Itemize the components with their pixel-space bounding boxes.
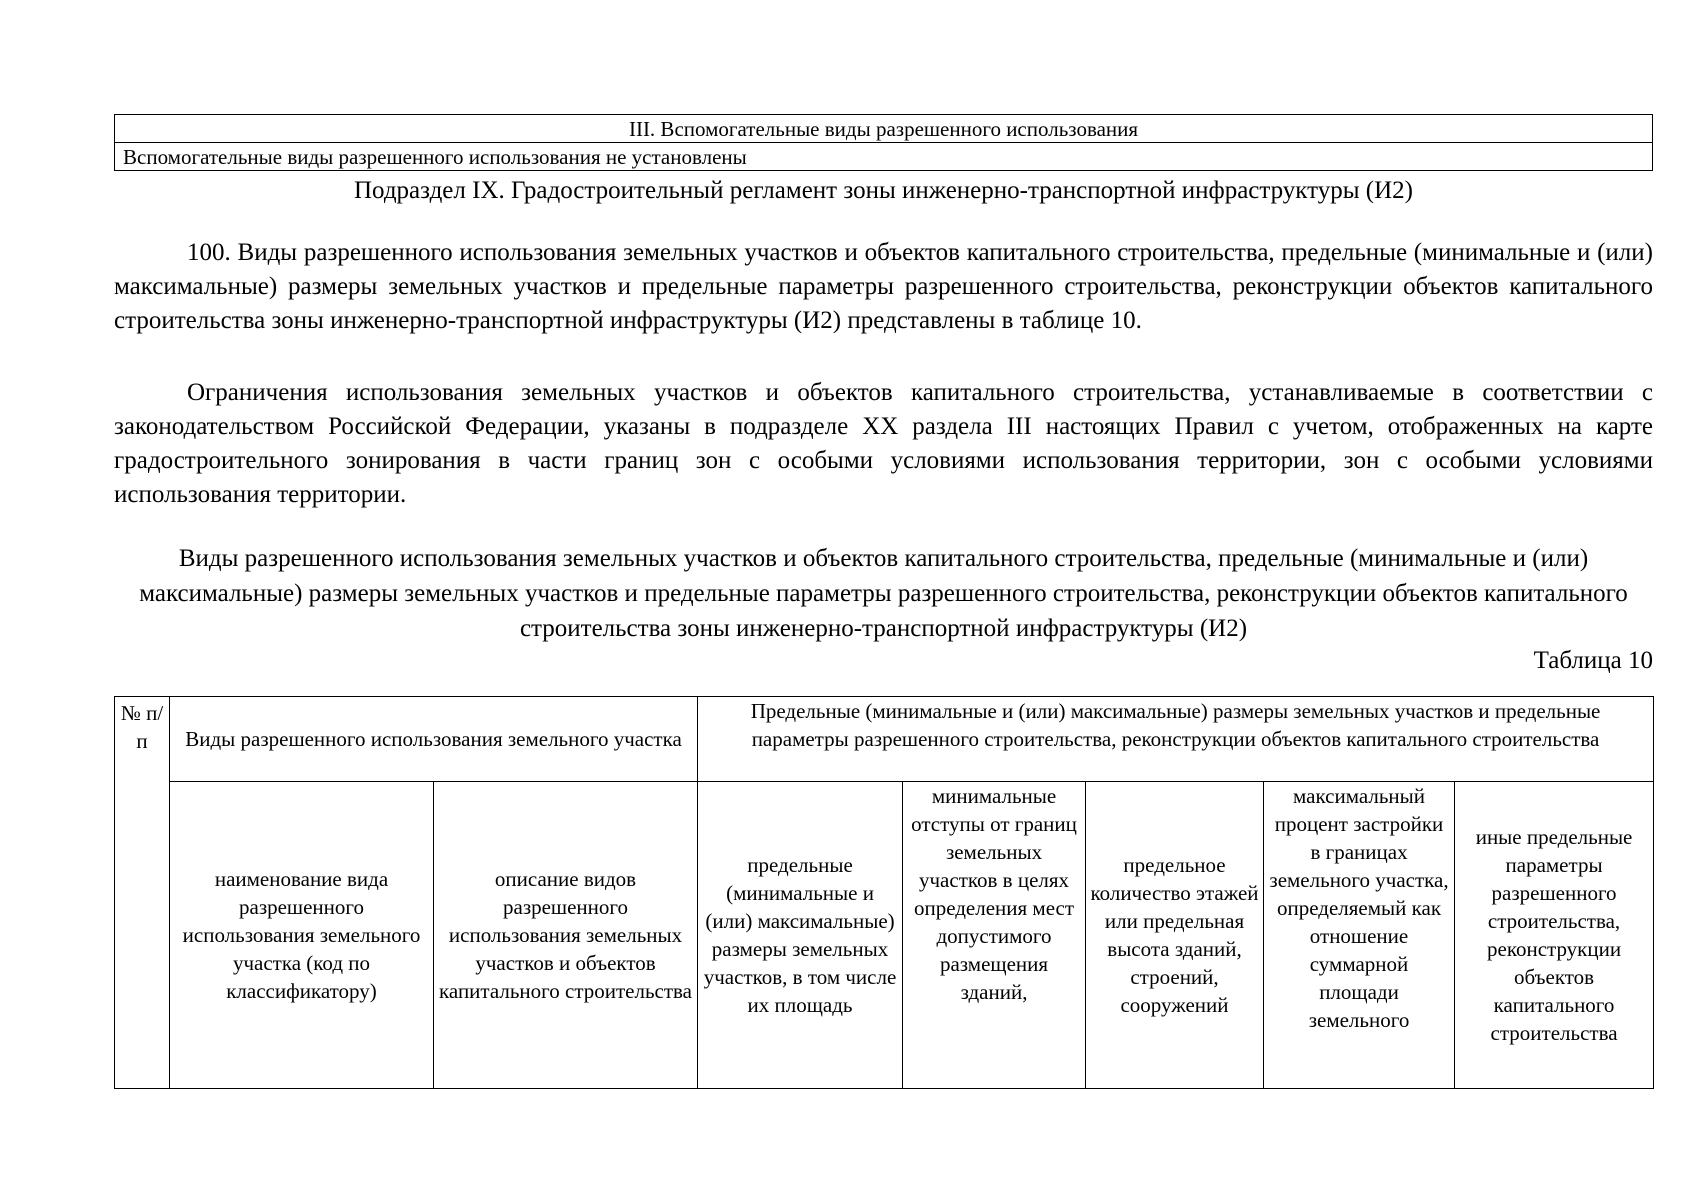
col-group-use-types: Виды разрешенного использования земельного участка <box>170 697 698 782</box>
col-header-use-description-text: описание видов разрешенного использования земельных участков и объектов капитального строительства <box>439 867 692 1003</box>
col-header-plot-sizes <box>698 782 903 1089</box>
paragraph-100: 100. Виды разрешенного использования земельных участков и объектов капитального строительства, предельные (минимальные и (или) максимальные) размеры земельных участков и предельные параметры разрешенного строительства, реконструкции объектов капитального строительства зоны инженерно-транспортной инфраструктуры (И2) представлены в таблице 10. <box>114 239 1653 334</box>
auxiliary-uses-note: Вспомогательные виды разрешенного использования не установлены <box>115 143 1653 171</box>
subsection-title: Подраздел IX. Градостроительный регламент зоны инженерно-транспортной инфраструктуры (И2) <box>354 177 1413 204</box>
col-group-limit-parameters: Предельные (минимальные и (или) максимальные) размеры земельных участков и предельные параметры разрешенного строительства, реконструкции объектов капитального строительства <box>698 697 1654 782</box>
col-header-max-coverage <box>1264 782 1455 1089</box>
col-header-use-description <box>434 782 698 1089</box>
col-header-other-parameters <box>1455 782 1654 1089</box>
col-header-use-name <box>170 782 434 1089</box>
auxiliary-uses-table <box>114 114 1653 171</box>
paragraph-restrictions: Ограничения использования земельных участков и объектов капитального строительства, устанавливаемые в соответствии с законодательством Российской Федерации, указаны в подразделе XX раздела III настоящих Правил с учетом, отображенных на карте градостроительного зонирования в части границ зон с особыми условиями использования территории, зон с особыми условиями использования территории. <box>114 379 1653 508</box>
table-header-row <box>115 697 1654 782</box>
table-subheader-row <box>115 782 1654 1089</box>
col-header-min-setbacks-text: минимальные отступы от границ земельных участков в целях определения мест допустимого размещения зданий, <box>911 784 1077 1004</box>
col-header-use-name-text: наименование вида разрешенного использования земельного участка (код по классификатору) <box>182 867 421 1003</box>
table-number: Таблица 10 <box>1533 647 1653 674</box>
col-header-other-parameters-text: иные предельные параметры разрешенного строительства, реконструкции объектов капитального строительства <box>1475 825 1633 1045</box>
col-header-plot-sizes-text: предельные (минимальные и (или) максимальные) размеры земельных участков, в том числе их площадь <box>703 853 897 1017</box>
col-header-number: № п/п <box>115 697 170 1089</box>
zoning-parameters-table <box>114 696 1654 1089</box>
col-header-min-setbacks <box>903 782 1086 1089</box>
table-caption: Виды разрешенного использования земельных участков и объектов капитального строительства, предельные (минимальные и (или) максимальные) размеры земельных участков и предельные параметры разрешенного строительства, реконструкции объектов капитального строительства зоны инженерно-транспортной инфраструктуры (И2) <box>139 545 1628 642</box>
auxiliary-uses-heading: III. Вспомогательные виды разрешенного использования <box>115 115 1653 143</box>
col-header-floors-height <box>1086 782 1264 1089</box>
col-header-floors-height-text: предельное количество этажей или предельная высота зданий, строений, сооружений <box>1090 853 1259 1017</box>
col-header-max-coverage-text: максимальный процент застройки в границах земельного участка, определяемый как отношение суммарной площади земельного <box>1269 784 1449 1032</box>
